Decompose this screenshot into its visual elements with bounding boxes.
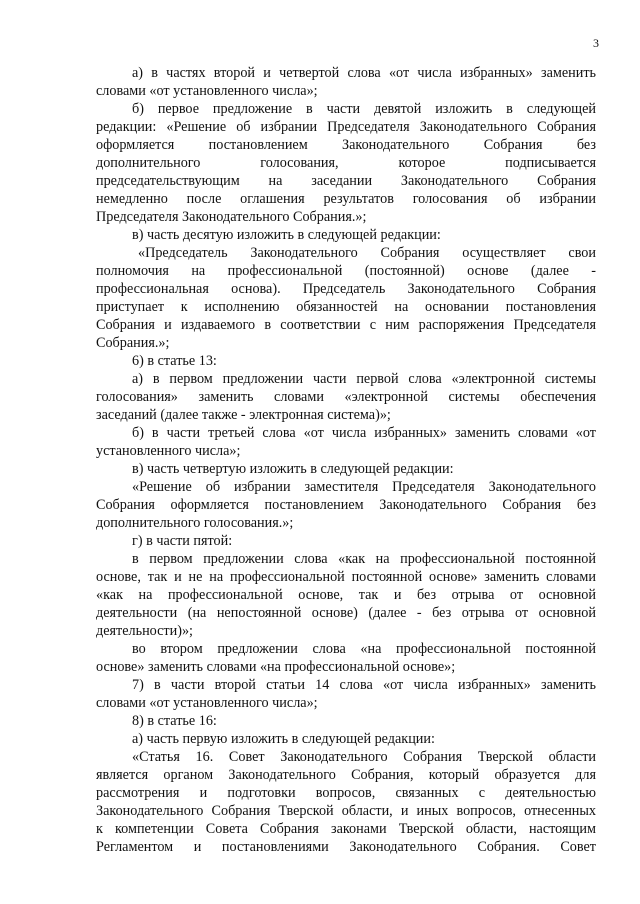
paragraph: [96, 730, 596, 748]
paragraph: [96, 64, 596, 100]
text-line: а) в частях второй и четвертой слова «от числа избранных» заменить: [132, 65, 596, 81]
text-line: 8) в статье 16:: [132, 713, 217, 729]
paragraph: [96, 712, 596, 730]
paragraph: [96, 532, 596, 550]
page-number: 3: [593, 36, 599, 50]
text-line: к компетенции Совета Собрания законами Тверской области, настоящим: [96, 821, 596, 837]
text-line: в) часть десятую изложить в следующей редакции:: [132, 227, 441, 243]
text-line: рассмотрения и подготовки вопросов, связанных с деятельностью: [96, 785, 596, 801]
paragraph: [96, 550, 596, 640]
paragraph: [96, 226, 596, 244]
paragraph: [96, 352, 596, 370]
text-line: Регламентом и постановлениями Законодательного Собрания. Совет: [96, 839, 596, 855]
text-line: председательствующим на заседании Законодательного Собрания: [96, 173, 596, 189]
text-line: Председателя Законодательного Собрания.»;: [96, 209, 367, 225]
paragraph: [96, 244, 596, 352]
paragraph: [96, 424, 596, 460]
text-line: основе, так и не на профессиональной постоянной основе» заменить словами: [96, 569, 596, 585]
text-line: 6) в статье 13:: [132, 353, 217, 369]
text-line: в первом предложении слова «как на профессиональной постоянной: [132, 551, 596, 567]
paragraph: [96, 460, 596, 478]
text-line: «Статья 16. Совет Законодательного Собрания Тверской области: [132, 749, 596, 765]
text-line: основе» заменить словами «на профессиональной основе»;: [96, 659, 456, 675]
text-line: приступает к исполнению обязанностей на основании постановления: [96, 299, 596, 315]
text-line: дополнительного голосования, которое подписывается: [96, 155, 596, 171]
text-line: Собрания.»;: [96, 335, 170, 351]
text-line: установленного числа»;: [96, 443, 241, 459]
text-line: оформляется постановлением Законодательного Собрания без: [96, 137, 596, 153]
text-line: Законодательного Собрания Тверской области, и иных вопросов, отнесенных: [96, 803, 596, 819]
text-line: деятельности (на непостоянной основе) (далее - без отрыва от основной: [96, 605, 596, 621]
text-line: словами «от установленного числа»;: [96, 83, 318, 99]
text-line: в) часть четвертую изложить в следующей редакции:: [132, 461, 454, 477]
text-line: заседаний (далее также - электронная система)»;: [96, 407, 391, 423]
text-line: «Решение об избрании заместителя Председателя Законодательного: [132, 479, 596, 495]
text-line: немедленно после оглашения результатов голосования об избрании: [96, 191, 596, 207]
text-line: Собрания оформляется постановлением Законодательного Собрания без: [96, 497, 596, 513]
paragraph: [96, 676, 596, 712]
text-line: является органом Законодательного Собрания, который образуется для: [96, 767, 596, 783]
paragraph: [96, 100, 596, 226]
paragraph: [96, 478, 596, 532]
text-line: деятельности)»;: [96, 623, 193, 639]
text-line: дополнительного голосования.»;: [96, 515, 294, 531]
text-line: б) первое предложение в части девятой изложить в следующей: [132, 101, 596, 117]
text-line: б) в части третьей слова «от числа избранных» заменить словами «от: [132, 425, 596, 441]
paragraph: [96, 640, 596, 676]
text-line: полномочия на профессиональной (постоянной) основе (далее -: [96, 263, 596, 279]
text-line: «как на профессиональной основе, так и без отрыва от основной: [96, 587, 596, 603]
text-line: а) часть первую изложить в следующей редакции:: [132, 731, 435, 747]
text-line: г) в части пятой:: [132, 533, 233, 549]
text-line: профессиональная основа). Председатель Законодательного Собрания: [96, 281, 596, 297]
paragraph: [96, 748, 596, 856]
text-line: 7) в части второй статьи 14 слова «от числа избранных» заменить: [132, 677, 596, 693]
document-body: [96, 64, 596, 856]
text-line: «Председатель Законодательного Собрания осуществляет свои: [138, 245, 596, 261]
text-line: голосования» заменить словами «электронной системы обеспечения: [96, 389, 596, 405]
text-line: Собрания и издаваемого в соответствии с ним распоряжения Председателя: [96, 317, 596, 333]
paragraph: [96, 370, 596, 424]
text-line: редакции: «Решение об избрании Председателя Законодательного Собрания: [96, 119, 596, 135]
text-line: во втором предложении слова «на профессиональной постоянной: [132, 641, 596, 657]
text-line: а) в первом предложении части первой слова «электронной системы: [132, 371, 596, 387]
text-line: словами «от установленного числа»;: [96, 695, 318, 711]
